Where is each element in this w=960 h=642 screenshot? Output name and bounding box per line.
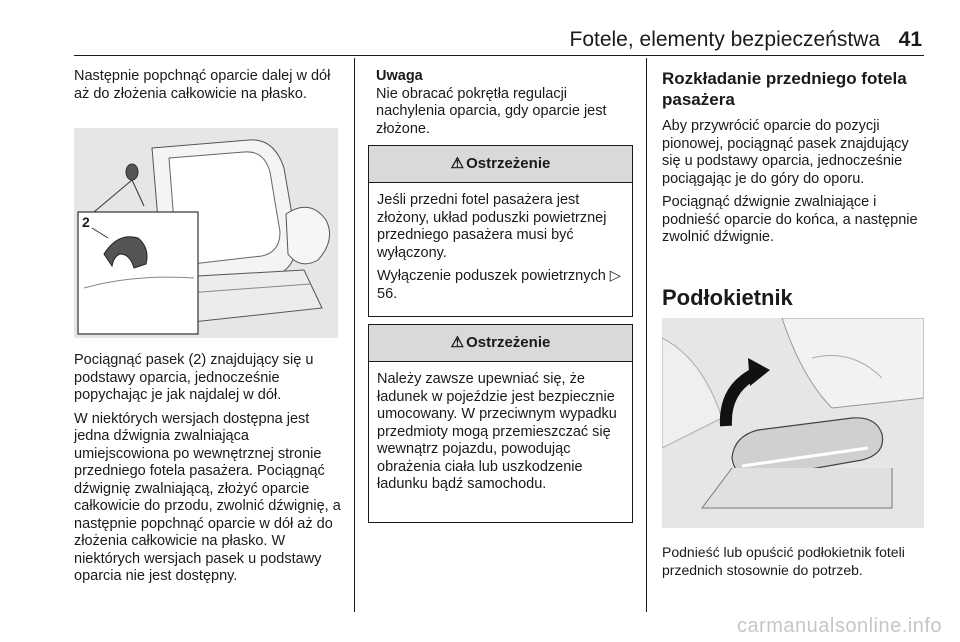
- warning-body: [369, 362, 632, 494]
- seat-illustration-svg: [74, 128, 338, 338]
- warning-box-cargo: [368, 324, 633, 523]
- section-heading-unfold: Rozkładanie przedniego fotela pasażera: [662, 69, 907, 109]
- figure-callout-2: 2: [82, 214, 90, 230]
- watermark: carmanualsonline.info: [736, 615, 942, 637]
- warning-airbag-reference: [377, 268, 622, 303]
- intro-text: Następnie popchnąć oparcie dalej w dół aż do złożenia całkowicie na płasko.: [74, 68, 331, 102]
- seat-strap-illustration: [74, 128, 338, 338]
- page-number: 41: [898, 28, 922, 51]
- armrest-illustration-svg: [662, 318, 924, 528]
- heading-armrest: Podłokietnik: [662, 285, 793, 310]
- note-text: Nie obracać pokrętła regulacji nachylenia oparcia, gdy oparcie jest złożone.: [376, 85, 607, 137]
- warning-airbag-text: Jeśli przedni fotel pasażera jest złożony, układ poduszki powietrznej przedniego pasażera musi być wyłączony.: [377, 192, 607, 261]
- unfold-instruction-2: Pociągnąć dźwignie zwalniające i podnieść oparcie do końca, a następnie zwolnić dźwignie.: [662, 194, 918, 245]
- reference-text: Wyłączenie poduszek powietrznych: [377, 268, 606, 284]
- warning-cargo-text: Należy zawsze upewniać się, że ładunek w pojeździe jest bezpiecznie umocowany. W przeciwnym wypadku przedmioty mogą przemieszczać się wewnątrz pojazdu, powodując obrażenia ciała lub uszkodzenie ładunku bądź samochodu.: [377, 371, 617, 492]
- column-1: [74, 68, 344, 109]
- header-rule: [74, 55, 924, 56]
- warning-triangle-icon: ⚠: [450, 155, 465, 172]
- warning-box-airbag: [368, 145, 633, 317]
- unfold-instruction-1: Aby przywrócić oparcie do pozycji pionowej, pociągnąć pasek znajdujący się u podstawy oparcia, jednocześnie pociągając je do góry do oporu.: [662, 118, 909, 187]
- warning-title: Ostrzeżenie: [466, 334, 551, 351]
- lever-instruction: W niektórych wersjach dostępna jest jedna dźwignia zwalniająca umiejscowiona po wewnętrznej stronie przedniego fotela pasażera. Pociągnąć dźwignię zwalniającą, złożyć oparcie całkowicie do przodu, zwolnić dźwignię, a następnie popchnąć oparcie w dół aż do złożenia całkowicie na płasko. W niektórych wersjach pasek u podstawy oparcia nie jest dostępny.: [74, 410, 341, 584]
- note-title: Uwaga: [376, 68, 423, 84]
- column-divider-2: [646, 58, 647, 612]
- strap-instruction: Pociągnąć pasek (2) znajdujący się u podstawy oparcia, jednocześnie popychając je jak najdalej w dół.: [74, 352, 314, 403]
- column-divider-1: [354, 58, 355, 612]
- warning-header: [369, 325, 632, 362]
- warning-body: [369, 183, 632, 303]
- running-header-title: Fotele, elementy bezpieczeństwa: [569, 28, 880, 51]
- warning-triangle-icon: ⚠: [450, 334, 465, 351]
- column-1-lower: [74, 352, 346, 592]
- page-ref-arrow-icon: ▷: [609, 268, 621, 284]
- armrest-caption: Podnieść lub opuścić podłokietnik foteli przednich stosownie do potrzeb.: [662, 544, 905, 578]
- armrest-illustration: [662, 318, 924, 528]
- warning-title: Ostrzeżenie: [466, 155, 551, 172]
- warning-header: [369, 146, 632, 183]
- reference-page-link[interactable]: 56.: [377, 285, 398, 302]
- column-2-note: [376, 68, 634, 138]
- column-3: [662, 68, 924, 253]
